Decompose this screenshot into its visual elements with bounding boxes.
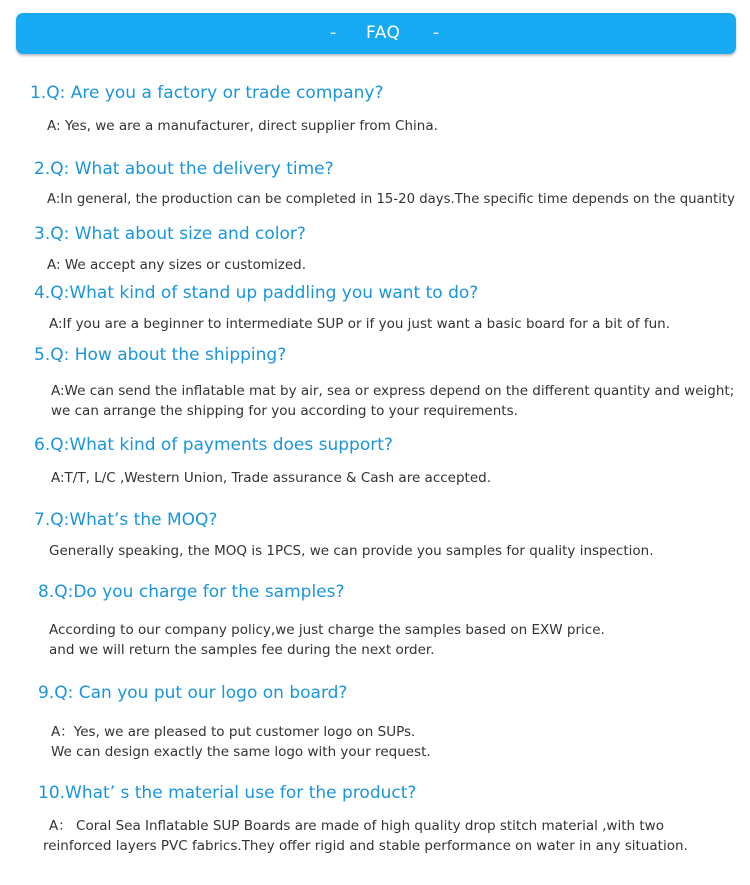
faq-question-7: 7.Q:What’s the MOQ? xyxy=(34,510,218,530)
faq-answer-3-line-1: A: We accept any sizes or customized. xyxy=(47,257,306,273)
faq-question-9: 9.Q: Can you put our logo on board? xyxy=(38,683,348,703)
faq-answer-9-line-2: We can design exactly the same logo with your request. xyxy=(51,744,431,760)
faq-answer-8-line-1: According to our company policy,we just charge the samples based on EXW price. xyxy=(49,622,605,638)
faq-answer-5-line-1: A:We can send the inflatable mat by air, sea or express depend on the different quantity and weight; xyxy=(51,383,735,399)
faq-answer-1-line-1: A: Yes, we are a manufacturer, direct supplier from China. xyxy=(47,118,438,134)
faq-answer-7-line-1: Generally speaking, the MOQ is 1PCS, we can provide you samples for quality inspection. xyxy=(49,543,654,559)
faq-answer-10-line-2: reinforced layers PVC fabrics.They offer rigid and stable performance on water in any situation. xyxy=(43,838,688,854)
faq-answer-4-line-1: A:If you are a beginner to intermediate SUP or if you just want a basic board for a bit of fun. xyxy=(49,316,671,332)
faq-question-3: 3.Q: What about size and color? xyxy=(34,224,306,244)
faq-answer-9-line-1: A：Yes, we are pleased to put customer logo on SUPs. xyxy=(51,724,416,740)
header-dash-right: - xyxy=(433,23,440,43)
faq-question-1: 1.Q: Are you a factory or trade company? xyxy=(30,83,384,103)
faq-title: FAQ xyxy=(366,23,401,43)
faq-question-2: 2.Q: What about the delivery time? xyxy=(34,159,334,179)
faq-question-4: 4.Q:What kind of stand up paddling you want to do? xyxy=(34,283,479,303)
faq-answer-5-line-2: we can arrange the shipping for you according to your requirements. xyxy=(51,403,518,419)
faq-header-banner xyxy=(16,13,736,54)
faq-answer-6-line-1: A:T/T, L/C ,Western Union, Trade assurance & Cash are accepted. xyxy=(51,470,492,486)
faq-question-10: 10.What’ s the material use for the product? xyxy=(38,783,417,803)
faq-question-6: 6.Q:What kind of payments does support? xyxy=(34,435,393,455)
faq-question-8: 8.Q:Do you charge for the samples? xyxy=(38,582,345,602)
faq-answer-10-line-1: A： Coral Sea Inflatable SUP Boards are made of high quality drop stitch material ,with two xyxy=(49,818,664,834)
header-dash-left: - xyxy=(330,23,337,43)
faq-answer-2-line-1: A:In general, the production can be completed in 15-20 days.The specific time depends on the quantity xyxy=(47,192,735,207)
faq-question-5: 5.Q: How about the shipping? xyxy=(34,345,287,365)
faq-answer-8-line-2: and we will return the samples fee during the next order. xyxy=(49,642,435,658)
